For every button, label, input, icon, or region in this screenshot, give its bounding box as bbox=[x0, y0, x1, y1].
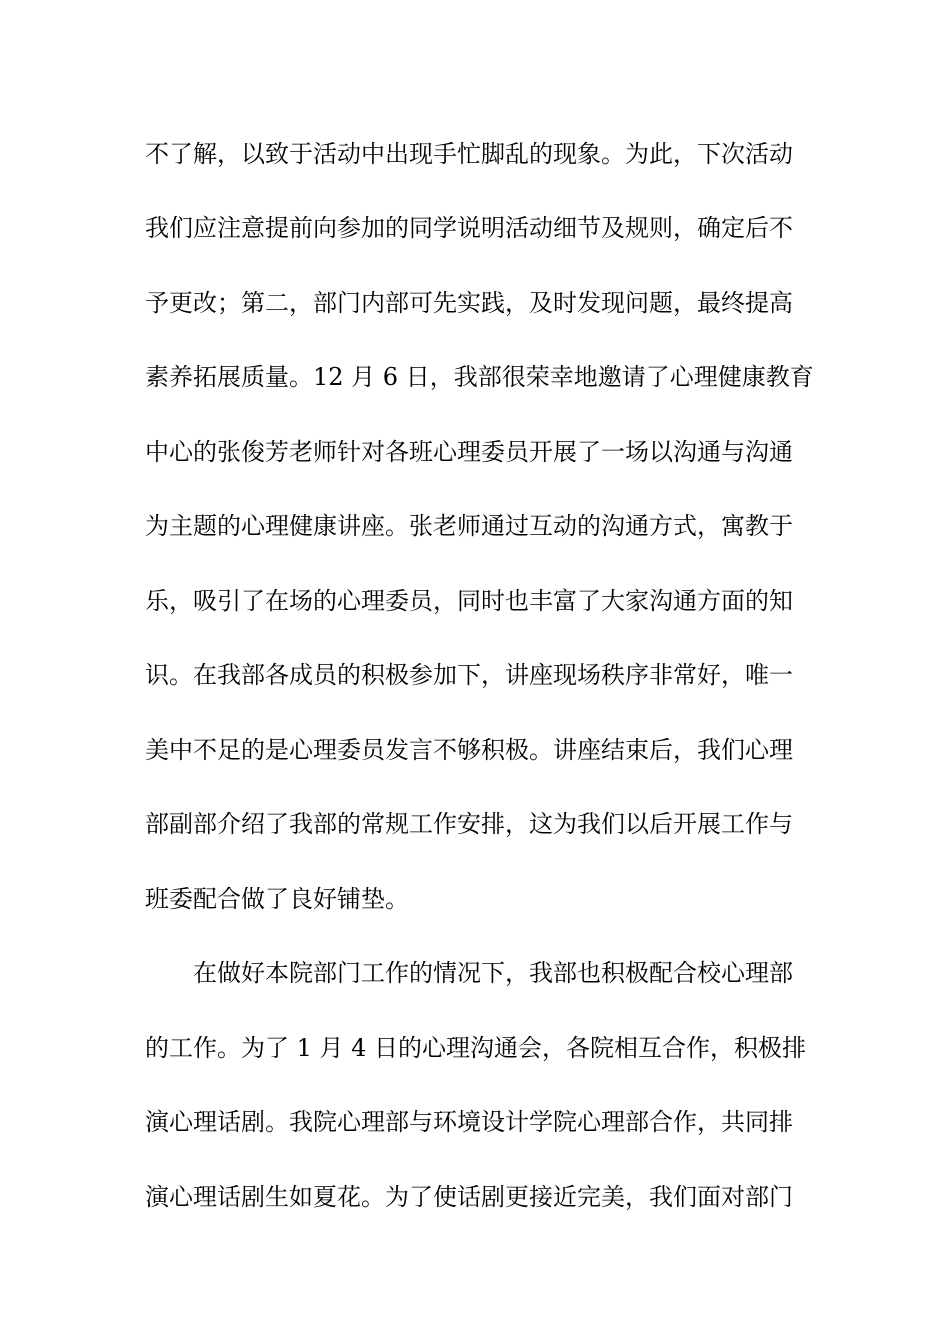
text-line: 美中不足的是心理委员发言不够积极。讲座结束后，我们心理 bbox=[145, 736, 793, 764]
text-line: 不了解，以致于活动中出现手忙脚乱的现象。为此，下次活动 bbox=[145, 140, 793, 168]
text-line: 在做好本院部门工作的情况下，我部也积极配合校心理部 bbox=[193, 959, 793, 987]
text-line: 中心的张俊芳老师针对各班心理委员开展了一场以沟通与沟通 bbox=[145, 438, 793, 466]
text-line: 的工作。为了 1 月 4 日的心理沟通会，各院相互合作，积极排 bbox=[145, 1034, 807, 1062]
text-line: 素养拓展质量。12 月 6 日，我部很荣幸地邀请了心理健康教育 bbox=[145, 363, 814, 391]
text-line: 演心理话剧。我院心理部与环境设计学院心理部合作，共同排 bbox=[145, 1108, 793, 1136]
text-line: 识。在我部各成员的积极参加下，讲座现场秩序非常好，唯一 bbox=[145, 661, 793, 689]
text-line: 我们应注意提前向参加的同学说明活动细节及规则，确定后不 bbox=[145, 214, 793, 242]
text-line: 部副部介绍了我部的常规工作安排，这为我们以后开展工作与 bbox=[145, 810, 793, 838]
text-line: 演心理话剧生如夏花。为了使话剧更接近完美，我们面对部门 bbox=[145, 1183, 793, 1211]
text-line: 班委配合做了良好铺垫。 bbox=[145, 885, 409, 913]
text-line: 予更改；第二，部门内部可先实践，及时发现问题，最终提高 bbox=[145, 289, 793, 317]
text-line: 为主题的心理健康讲座。张老师通过互动的沟通方式，寓教于 bbox=[145, 512, 793, 540]
text-line: 乐，吸引了在场的心理委员，同时也丰富了大家沟通方面的知 bbox=[145, 587, 793, 615]
